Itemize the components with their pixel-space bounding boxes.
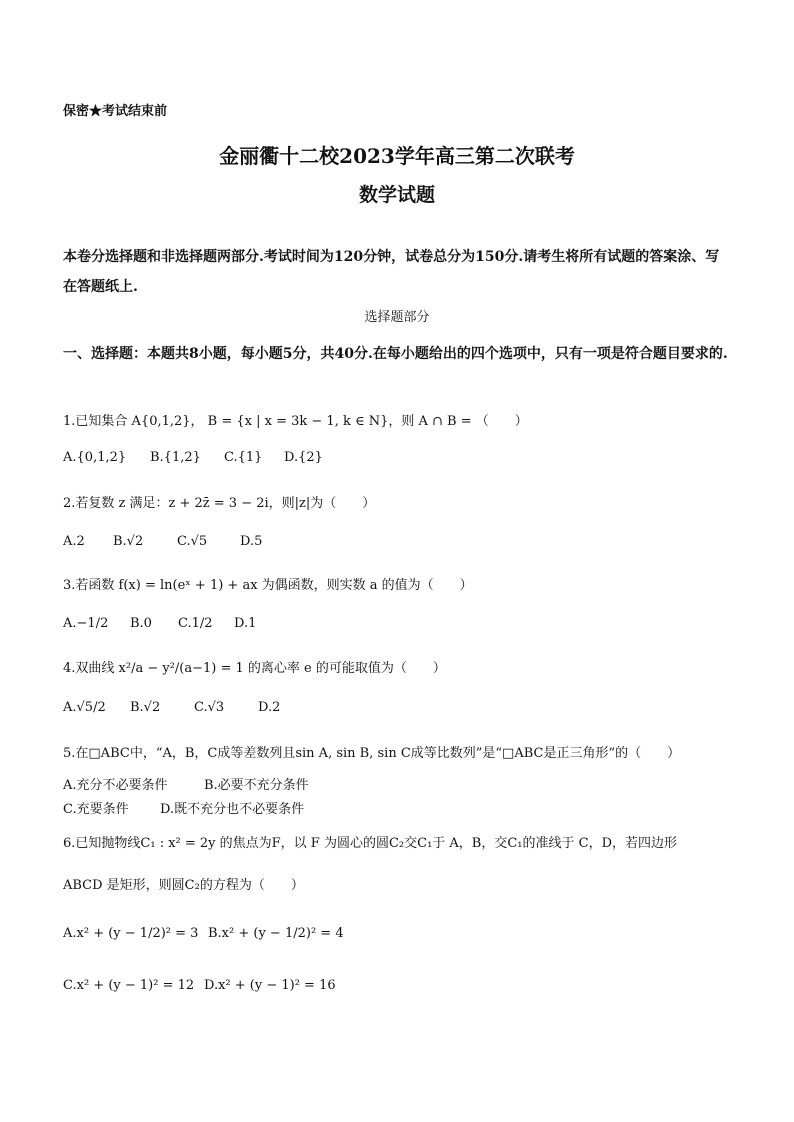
question-1-option-a: A.{0,1,2} [63, 450, 127, 465]
question-4-stem: 4.双曲线 x²/a − y²/(a−1) = 1 的离心率 e 的可能取值为（ ） [63, 661, 446, 676]
question-2-option-d: D.5 [240, 534, 263, 549]
question-3-option-b: B.0 [130, 616, 152, 631]
question-6-stem-line-2: ABCD 是矩形，则圆C₂的方程为（ ） [63, 878, 304, 893]
question-3-option-c: C.1/2 [178, 616, 213, 631]
question-5-option-d: D.既不充分也不必要条件 [160, 802, 305, 817]
question-3-option-d: D.1 [234, 616, 257, 631]
question-6-option-d: D.x² + (y − 1)² = 16 [204, 978, 336, 993]
question-5-option-c: C.充要条件 [63, 802, 129, 817]
question-6-option-a: A.x² + (y − 1/2)² = 3 [63, 926, 199, 941]
question-4-option-d: D.2 [258, 700, 281, 715]
question-3-option-a: A.−1/2 [63, 616, 109, 631]
question-6-option-b: B.x² + (y − 1/2)² = 4 [208, 926, 344, 941]
question-4-option-c: C.√3 [194, 700, 225, 715]
question-2-stem: 2.若复数 z 满足：z + 2z̄ = 3 − 2i，则|z|为（ ） [63, 496, 376, 511]
question-4-option-a: A.√5/2 [63, 700, 106, 715]
question-2-option-a: A.2 [63, 534, 85, 549]
confidential-label: 保密★考试结束前 [63, 104, 168, 119]
question-1-option-c: C.{1} [224, 450, 263, 465]
question-6-option-c: C.x² + (y − 1)² = 12 [63, 978, 195, 993]
part-heading: 一、选择题：本题共8小题，每小题5分，共40分.在每小题给出的四个选项中，只有一项是符合题目要求的. [63, 346, 728, 362]
question-6-stem-line-1: 6.已知抛物线C₁ : x² = 2y 的焦点为F，以 F 为圆心的圆C₂交C₁于 A，B，交C₁的准线于 C，D，若四边形 [63, 836, 678, 851]
exam-instructions: 本卷分选择题和非选择题两部分.考试时间为120分钟，试卷总分为150分.请考生将所有试题的答案涂、写在答题纸上. [63, 249, 720, 295]
exam-subtitle: 数学试题 [358, 184, 435, 206]
question-4-option-b: B.√2 [130, 700, 161, 715]
question-5-stem: 5.在□ABC中，“A，B，C成等差数列且sin A, sin B, sin C成等比数列”是“□ABC是正三角形”的（ ） [63, 746, 681, 761]
section-title: 选择题部分 [364, 310, 430, 325]
question-5-option-a: A.充分不必要条件 [63, 778, 168, 793]
question-1-stem: 1.已知集合 A{0,1,2}， B = {x | x = 3k − 1, k ∈ N}，则 A ∩ B = （ ） [63, 414, 528, 429]
question-5-option-b: B.必要不充分条件 [204, 778, 309, 793]
question-1-option-d: D.{2} [284, 450, 323, 465]
question-2-option-c: C.√5 [177, 534, 208, 549]
question-2-option-b: B.√2 [113, 534, 144, 549]
question-1-option-b: B.{1,2} [150, 450, 201, 465]
exam-title: 金丽衢十二校2023学年高三第二次联考 [219, 144, 575, 168]
question-3-stem: 3.若函数 f(x) = ln(eˣ + 1) + ax 为偶函数，则实数 a 的值为（ ） [63, 578, 473, 593]
